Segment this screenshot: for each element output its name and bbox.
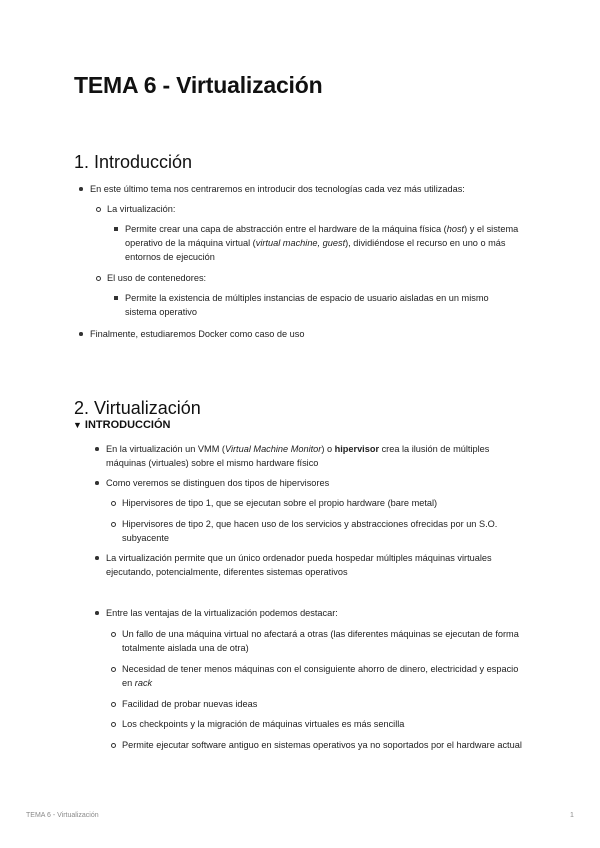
text-run: Necesidad de tener menos máquinas con el consiguiente ahorro de dinero, electricidad y espacio en xyxy=(122,664,519,688)
list-item xyxy=(106,476,526,490)
text-run: ) y el sistema operativo de la máquina virtual ( xyxy=(125,224,519,248)
text-run: ) o xyxy=(321,444,335,454)
triangle-down-icon[interactable]: ▼ xyxy=(73,420,82,430)
section-heading-introduccion: 1. Introducción xyxy=(74,152,193,172)
list-item-text: La virtualización: xyxy=(107,204,176,214)
list-item xyxy=(125,222,530,264)
text-run-italic: virtual machine, guest xyxy=(255,238,346,248)
list-item-text: Permite ejecutar software antiguo en sistemas operativos ya no soportados por el hardware actual xyxy=(122,740,522,750)
list-item-text xyxy=(125,222,530,264)
list-item-text: Hipervisores de tipo 1, que se ejecutan sobre el propio hardware (bare metal) xyxy=(122,498,438,508)
list-item xyxy=(122,662,530,690)
list-item-text: Facilidad de probar nuevas ideas xyxy=(122,699,258,709)
toggle-label: INTRODUCCIÓN xyxy=(84,419,171,431)
toggle-introduccion[interactable] xyxy=(73,419,170,431)
list-item xyxy=(107,271,527,285)
list-item-text xyxy=(106,442,526,470)
list-item-text: Un fallo de una máquina virtual no afectará a otras (las diferentes máquinas se ejecutan de forma totalmente aislada una de otra) xyxy=(122,629,519,653)
text-run-italic: rack xyxy=(134,678,153,688)
list-item xyxy=(122,738,530,752)
list-item xyxy=(107,202,527,216)
list-item-text: Hipervisores de tipo 2, que hacen uso de los servicios y abstracciones ofrecidas por un S.O. subyacente xyxy=(122,519,498,543)
list-item xyxy=(106,442,526,470)
list-item-text: Finalmente, estudiaremos Docker como caso de uso xyxy=(90,329,305,339)
list-item xyxy=(122,717,530,731)
list-item xyxy=(90,327,530,341)
list-item xyxy=(122,697,530,711)
list-item-text: La virtualización permite que un único ordenador pueda hospedar múltiples máquinas virtuales ejecutando, potencialmente, diferentes sistemas operativos xyxy=(106,553,492,577)
text-run-italic: host xyxy=(446,224,465,234)
text-run-italic: Virtual Machine Monitor xyxy=(224,444,322,454)
list-item xyxy=(122,627,530,655)
text-run-bold: hipervisor xyxy=(334,444,380,454)
list-item-text: Entre las ventajas de la virtualización podemos destacar: xyxy=(106,608,338,618)
list-item-text xyxy=(122,662,530,690)
list-item xyxy=(106,606,526,620)
list-item-text: Los checkpoints y la migración de máquinas virtuales es más sencilla xyxy=(122,719,405,729)
list-item-text: El uso de contenedores: xyxy=(107,273,207,283)
footer-document-title: TEMA 6 - Virtualización xyxy=(26,812,99,819)
document-title: TEMA 6 - Virtualización xyxy=(74,72,323,98)
list-item xyxy=(122,496,532,510)
section-heading-virtualizacion: 2. Virtualización xyxy=(74,398,201,418)
footer-page-number: 1 xyxy=(570,812,574,819)
text-run: En la virtualización un VMM ( xyxy=(106,444,225,454)
list-item xyxy=(122,517,530,545)
text-run: crea la ilusión de múltiples máquinas (virtuales) sobre el mismo hardware físico xyxy=(106,444,490,468)
text-run: ), dividiéndose el recurso en uno o más entornos de ejecución xyxy=(125,238,506,262)
list-item xyxy=(106,551,506,579)
list-item-text: En este último tema nos centraremos en introducir dos tecnologías cada vez más utilizadas: xyxy=(90,184,465,194)
list-item xyxy=(90,182,530,196)
list-item-text: Como veremos se distinguen dos tipos de hipervisores xyxy=(106,478,330,488)
text-run: Permite crear una capa de abstracción entre el hardware de la máquina física ( xyxy=(125,224,447,234)
list-item-text: Permite la existencia de múltiples instancias de espacio de usuario aisladas en un mismo sistema operativo xyxy=(125,293,489,317)
list-item xyxy=(125,291,515,319)
